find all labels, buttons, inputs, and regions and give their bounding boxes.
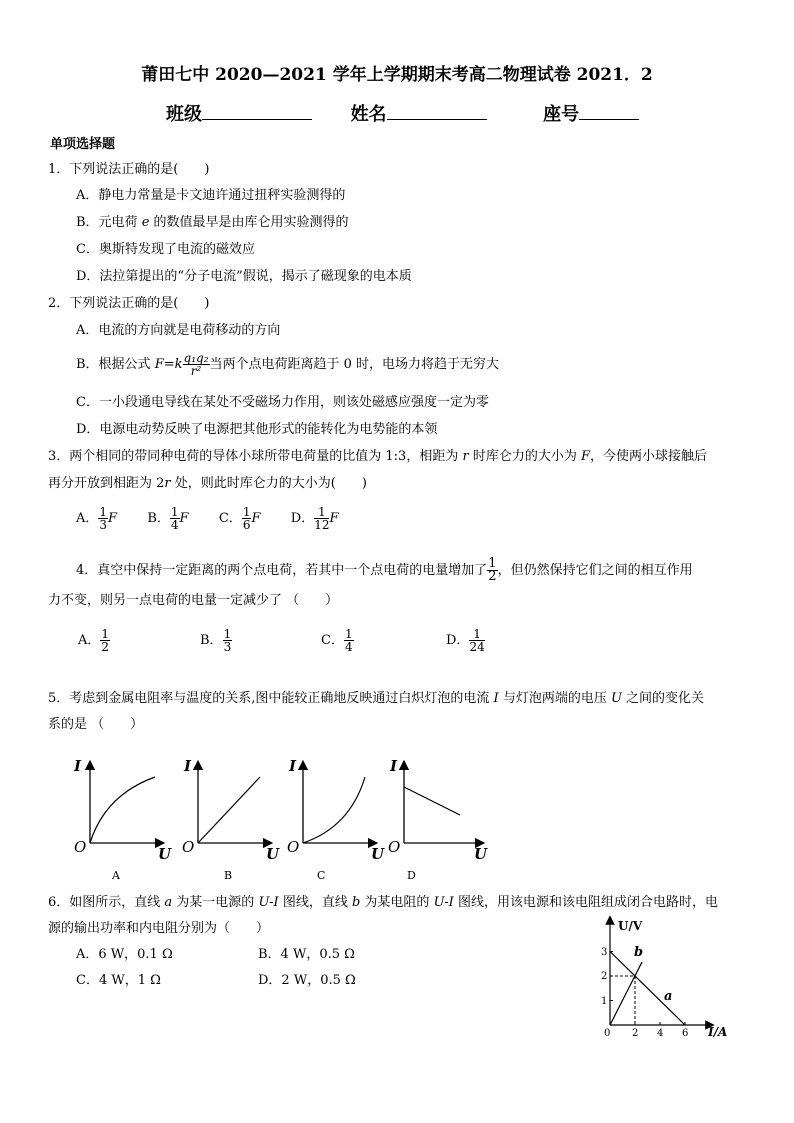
q6-label-b: b	[634, 945, 644, 960]
q3-a-frac	[98, 506, 108, 531]
q6-ytick-3: 3	[601, 947, 608, 958]
q5-l1-post: 之间的变化关	[621, 691, 705, 706]
q4-l1-pre: 4．真空中保持一定距离的两个点电荷，若其中一个点电荷的电量增加了	[76, 563, 488, 578]
q2-stem: 2．下列说法正确的是( )	[48, 296, 210, 311]
q5-d-x-label: U	[474, 845, 488, 863]
q2-formula-k: k	[174, 357, 183, 372]
q4-b-frac	[223, 628, 233, 653]
q4-c-num: 1	[344, 627, 353, 641]
q1-option-c: C．奥斯特发现了电流的磁效应	[76, 242, 255, 257]
q5-graph-b	[182, 757, 280, 863]
q6-label-a: a	[664, 989, 673, 1004]
q1-option-d: D．法拉第提出的“分子电流”假说，揭示了磁现象的电本质	[76, 269, 412, 284]
q6-ytick-2: 2	[601, 971, 608, 982]
q3-b-label: B．	[147, 511, 170, 526]
q4-l1-post: ，但仍然保持它们之间的相互作用	[497, 563, 693, 578]
q3-c-den: 6	[242, 518, 251, 532]
q6-origin: 0	[604, 1028, 611, 1039]
q3-d-frac	[314, 506, 329, 531]
q5-line2: 系的是 （ ）	[48, 717, 144, 732]
q6-xtick-2: 2	[632, 1028, 639, 1039]
q6-xtick-6: 6	[682, 1028, 689, 1039]
q3-option-a	[76, 505, 118, 532]
q5-graph-d	[388, 757, 488, 863]
q4-d-label: D．	[446, 633, 470, 648]
q4-option-b	[200, 628, 232, 653]
q4-a-label: A．	[78, 633, 101, 648]
q3-c-frac	[242, 506, 252, 531]
q6-l1-post: 图线，用该电源和该电阻组成闭合电路时，电	[453, 895, 718, 910]
q3-b-den: 4	[170, 518, 179, 532]
q6-l1-a: a	[164, 895, 173, 910]
q4-b-num: 1	[223, 627, 232, 641]
q2-formula-num: q₁q₂	[183, 351, 209, 365]
q5-c-origin: O	[287, 838, 300, 856]
q3-l1-r: r	[462, 449, 469, 464]
q5-b-origin: O	[182, 838, 195, 856]
q4-option-a	[78, 628, 110, 653]
q1-option-a: A．静电力常量是卡文迪许通过扭秤实验测得的	[76, 188, 346, 203]
name-label: 姓名	[350, 104, 387, 125]
q2-b-post: 当两个点电荷距离趋于 0 时，电场力将趋于无穷大	[209, 357, 500, 372]
q5-b-x-label: U	[266, 845, 280, 863]
page-title: 莆田七中 2020—2021 学年上学期期末考高二物理试卷 2021．2	[141, 65, 653, 85]
q3-b-var: F	[179, 511, 189, 526]
q6-l1-ui2: U-I	[433, 895, 454, 910]
q2-formula-eq: =	[163, 357, 175, 372]
student-info-row	[166, 100, 639, 126]
seat-field[interactable]	[579, 103, 639, 120]
q6-l1-mid1: 为某一电源的	[172, 895, 259, 910]
q6-l1-pre: 6．如图所示，直线	[48, 895, 165, 910]
q5-a-origin: O	[74, 838, 87, 856]
q3-d-den: 12	[314, 518, 330, 532]
q3-l1-F: F	[580, 449, 590, 464]
class-field[interactable]	[202, 103, 312, 120]
q3-d-num: 1	[314, 506, 329, 519]
q3-l1-pre: 3．两个相同的带同种电荷的导体小球所带电荷量的比值为 1:3，相距为	[48, 449, 463, 464]
q5-label-d: D	[407, 869, 416, 882]
q6-option-b: B．4 W，0.5 Ω	[258, 947, 355, 962]
q3-l1-mid: 时库仑力的大小为	[468, 449, 581, 464]
name-field[interactable]	[387, 103, 487, 120]
q6-ui-graph	[598, 912, 738, 1042]
q2-option-a: A．电流的方向就是电荷移动的方向	[76, 323, 281, 338]
section-heading: 单项选择题	[50, 137, 116, 152]
q5-d-y-label: I	[390, 757, 398, 775]
q1-stem: 1．下列说法正确的是( )	[48, 162, 210, 177]
q2-option-b	[76, 352, 499, 377]
q4-d-num: 1	[469, 628, 484, 641]
q4-frac-num: 1	[488, 556, 497, 571]
q1-b-post: 的数值最早是由库仑用实验测得的	[149, 215, 349, 230]
q3-b-num: 1	[170, 505, 179, 519]
q6-option-a: A．6 W，0.1 Ω	[76, 947, 173, 962]
q5-l1-pre: 5．考虑到金属电阻率与温度的关系,图中能较正确地反映通过白炽灯泡的电流	[48, 691, 494, 706]
q4-line1	[76, 558, 693, 583]
q5-graphs	[60, 755, 500, 885]
seat-label: 座号	[543, 104, 580, 125]
q6-option-d: D．2 W，0.5 Ω	[258, 973, 356, 988]
q5-graph-a	[73, 757, 172, 863]
q1-b-var: e	[141, 215, 150, 230]
q4-frac	[487, 558, 497, 583]
q4-a-den: 2	[101, 640, 110, 654]
q3-line1	[48, 447, 707, 467]
q5-l1-U: U	[610, 691, 622, 706]
q3-option-d	[290, 505, 339, 532]
q5-c-x-label: U	[371, 845, 385, 863]
q6-line-a	[610, 952, 685, 1026]
q4-b-label: B．	[200, 633, 223, 648]
q2-formula-F: F	[154, 357, 164, 372]
q6-x-axis-label: I/A	[708, 1025, 728, 1039]
q4-option-c	[321, 628, 354, 653]
q5-graph-c	[287, 757, 385, 863]
q6-xtick-4: 4	[657, 1028, 664, 1039]
q5-label-b: B	[224, 869, 233, 882]
q4-d-frac	[469, 628, 484, 653]
q5-c-y-label: I	[289, 757, 297, 775]
q5-l1-I: I	[493, 691, 499, 706]
q2-option-c: C．一小段通电导线在某处不受磁场力作用，则该处磁感应强度一定为零	[76, 395, 489, 410]
q2-formula-den: r²	[190, 364, 202, 378]
q3-a-label: A．	[76, 511, 99, 526]
q6-y-axis-label: U/V	[618, 919, 643, 933]
q3-d-var: F	[329, 511, 339, 526]
q5-a-x-label: U	[158, 845, 172, 863]
q6-l1-mid2: 图线，直线	[278, 895, 352, 910]
q5-b-y-label: I	[184, 757, 192, 775]
q3-l2-post: 处，则此时库仑力的大小为( )	[170, 476, 367, 491]
q6-option-c: C．4 W，1 Ω	[76, 973, 161, 988]
q5-label-a: A	[112, 869, 120, 882]
q5-a-y-label: I	[74, 757, 82, 775]
class-label: 班级	[166, 104, 202, 125]
q2-formula-fraction	[183, 352, 210, 377]
q5-d-origin: O	[388, 838, 401, 856]
q3-a-num: 1	[99, 505, 108, 519]
q6-l1-b: b	[351, 895, 361, 910]
q4-c-frac	[344, 628, 354, 653]
q1-b-pre: B．元电荷	[76, 215, 142, 230]
q3-d-label: D．	[290, 511, 315, 526]
q2-b-pre: B．根据公式	[76, 357, 155, 372]
q4-a-num: 1	[101, 627, 110, 641]
q3-l2-pre: 再分开放到相距为 2	[48, 476, 165, 491]
q6-line1	[48, 893, 718, 913]
q6-l1-mid3: 为某电阻的	[360, 895, 434, 910]
q4-frac-den: 2	[488, 569, 497, 584]
q6-l1-ui1: U-I	[258, 895, 279, 910]
q3-c-var: F	[251, 511, 261, 526]
q6-line2: 源的输出功率和内电阻分别为（ ）	[48, 921, 270, 936]
q3-b-frac	[170, 506, 180, 531]
q4-d-den: 24	[469, 640, 485, 654]
q4-b-den: 3	[223, 640, 232, 654]
q3-l2-r: r	[164, 476, 171, 491]
q3-c-num: 1	[242, 505, 251, 519]
q6-line-b	[610, 962, 642, 1025]
q3-l1-post: ，今使两小球接触后	[589, 449, 707, 464]
q4-option-d	[446, 628, 485, 653]
q3-options	[76, 506, 339, 531]
q3-a-den: 3	[99, 518, 108, 532]
q3-option-c	[218, 505, 261, 532]
q3-option-b	[147, 505, 189, 532]
q5-l1-mid: 与灯泡两端的电压	[498, 691, 611, 706]
q3-a-var: F	[108, 511, 118, 526]
q3-line2	[48, 474, 367, 494]
q5-label-c: C	[317, 869, 326, 882]
q2-option-d: D．电源电动势反映了电源把其他形式的能转化为电势能的本领	[76, 422, 438, 437]
q3-c-label: C．	[218, 511, 242, 526]
q4-c-label: C．	[321, 633, 344, 648]
q4-a-frac	[100, 628, 110, 653]
q4-c-den: 4	[344, 640, 353, 654]
q6-ytick-1: 1	[601, 996, 608, 1007]
q4-line2: 力不变，则另一点电荷的电量一定减少了 （ ）	[48, 593, 339, 608]
q1-option-b	[76, 213, 349, 233]
q5-line1	[48, 689, 704, 709]
